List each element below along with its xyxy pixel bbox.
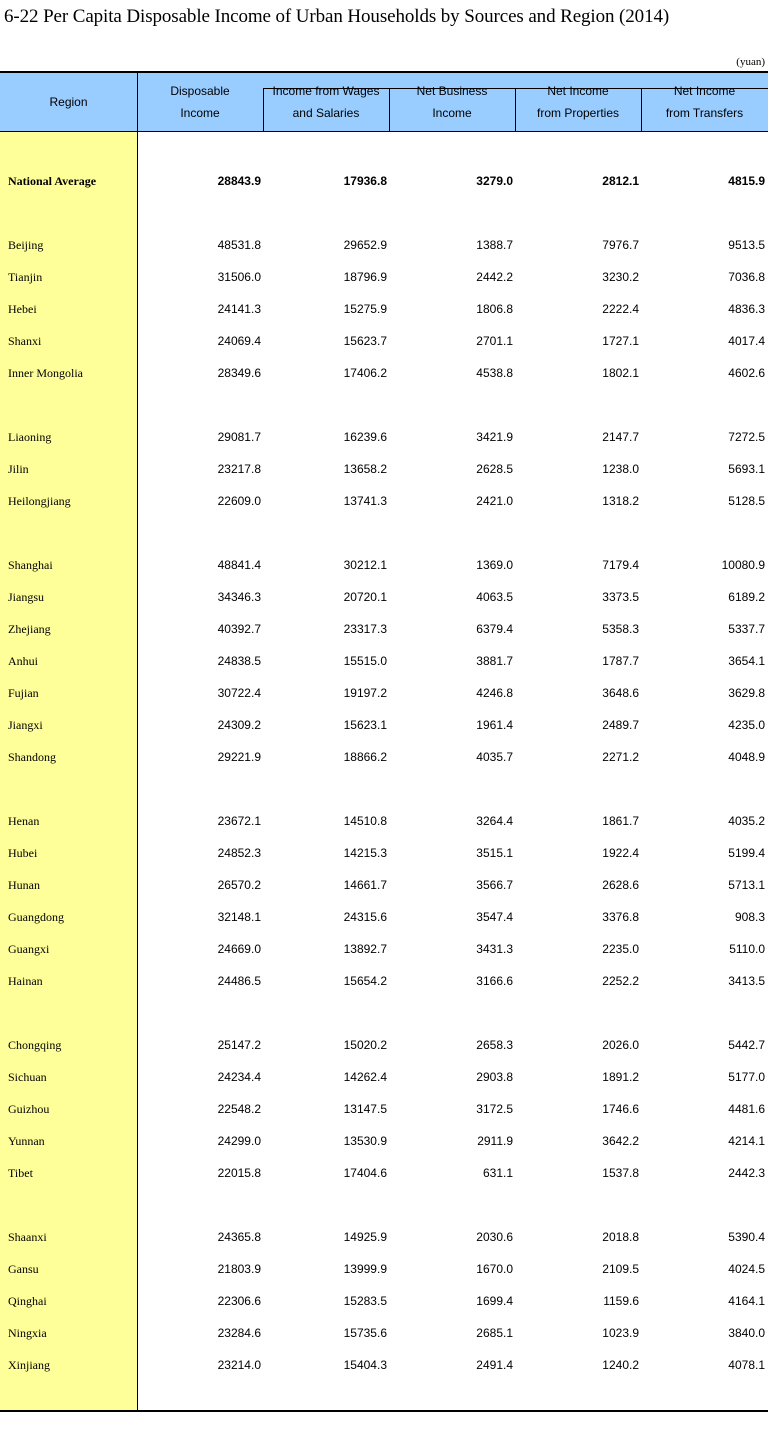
wages-income-cell: 14262.4 (343, 1070, 387, 1084)
disposable-income-cell: 24838.5 (217, 654, 261, 668)
wages-income-cell: 14661.7 (343, 878, 387, 892)
transfer-income-cell: 5199.4 (728, 846, 765, 860)
header-wages-income: Income from Wages and Salaries (272, 84, 380, 120)
wages-income-cell: 13530.9 (343, 1134, 387, 1148)
disposable-income-cell: 40392.7 (217, 622, 261, 636)
transfer-income-cell: 4078.1 (728, 1358, 765, 1372)
property-income-cell: 2109.5 (602, 1262, 639, 1276)
transfer-income-cell: 5110.0 (729, 942, 765, 956)
disposable-income-cell: 48531.8 (217, 238, 261, 252)
disposable-income-cell: 29221.9 (217, 750, 261, 764)
transfer-income-cell: 5128.5 (728, 494, 765, 508)
business-income-cell: 1388.7 (476, 238, 513, 252)
transfer-income-cell: 6189.2 (728, 590, 765, 604)
table-row (0, 1230, 768, 1250)
table-row (0, 846, 768, 866)
property-income-cell: 2271.2 (602, 750, 639, 764)
region-name: Jiangxi (8, 718, 43, 732)
wages-income-cell: 14925.9 (343, 1230, 387, 1244)
region-name: Guangxi (8, 942, 50, 956)
transfer-income-cell: 4836.3 (728, 302, 765, 316)
wages-income-cell: 17936.8 (343, 174, 387, 188)
disposable-income-cell: 24309.2 (217, 718, 261, 732)
table-row (0, 1262, 768, 1282)
business-income-cell: 2421.0 (476, 494, 513, 508)
disposable-income-cell: 29081.7 (217, 430, 261, 444)
business-income-cell: 2658.3 (476, 1038, 513, 1052)
region-name: Heilongjiang (8, 494, 71, 508)
transfer-income-cell: 5177.0 (728, 1070, 765, 1084)
business-income-cell: 3264.4 (476, 814, 513, 828)
disposable-income-cell: 24486.5 (217, 974, 261, 988)
region-name: Hunan (8, 878, 40, 892)
region-name: Gansu (8, 1262, 39, 1276)
region-name: Xinjiang (8, 1358, 50, 1372)
region-name: Ningxia (8, 1326, 47, 1340)
table-row (0, 814, 768, 834)
business-income-cell: 3431.3 (476, 942, 513, 956)
business-income-cell: 3279.0 (476, 174, 513, 188)
transfer-income-cell: 5442.7 (728, 1038, 765, 1052)
wages-income-cell: 15020.2 (343, 1038, 387, 1052)
table-row (0, 974, 768, 994)
wages-income-cell: 13892.7 (343, 942, 387, 956)
region-name: Shaanxi (8, 1230, 47, 1244)
table-row (0, 430, 768, 450)
wages-income-cell: 15275.9 (343, 302, 387, 316)
property-income-cell: 3648.6 (602, 686, 639, 700)
wages-income-cell: 24315.6 (343, 910, 387, 924)
wages-income-cell: 13147.5 (343, 1102, 387, 1116)
business-income-cell: 4035.7 (476, 750, 513, 764)
property-income-cell: 1238.0 (602, 462, 639, 476)
table-row (0, 1102, 768, 1122)
region-name: Tianjin (8, 270, 43, 284)
property-income-cell: 5358.3 (602, 622, 639, 636)
table-row (0, 494, 768, 514)
transfer-income-cell: 4035.2 (728, 814, 765, 828)
wages-income-cell: 18796.9 (343, 270, 387, 284)
business-income-cell: 1806.8 (476, 302, 513, 316)
wages-income-cell: 13999.9 (343, 1262, 387, 1276)
business-income-cell: 2491.4 (476, 1358, 513, 1372)
business-income-cell: 2701.1 (476, 334, 513, 348)
table-row (0, 718, 768, 738)
transfer-income-cell: 2442.3 (728, 1166, 765, 1180)
table-row (0, 750, 768, 770)
business-income-cell: 2903.8 (476, 1070, 513, 1084)
wages-income-cell: 17404.6 (343, 1166, 387, 1180)
table-row (0, 686, 768, 706)
disposable-income-cell: 48841.4 (217, 558, 261, 572)
table-row (0, 1038, 768, 1058)
property-income-cell: 1787.7 (602, 654, 639, 668)
property-income-cell: 3642.2 (602, 1134, 639, 1148)
property-income-cell: 2026.0 (602, 1038, 639, 1052)
header-disposable-income: Disposable Income (170, 84, 230, 120)
wages-income-cell: 16239.6 (343, 430, 387, 444)
region-name: Inner Mongolia (8, 366, 83, 380)
disposable-income-cell: 24069.4 (217, 334, 261, 348)
business-income-cell: 2442.2 (476, 270, 513, 284)
region-name: Hebei (8, 302, 37, 316)
business-income-cell: 1961.4 (476, 718, 513, 732)
wages-income-cell: 15735.6 (343, 1326, 387, 1340)
property-income-cell: 3373.5 (602, 590, 639, 604)
property-income-cell: 1861.7 (602, 814, 639, 828)
transfer-income-cell: 4214.1 (728, 1134, 765, 1148)
property-income-cell: 1746.6 (602, 1102, 639, 1116)
disposable-income-cell: 24234.4 (217, 1070, 261, 1084)
property-income-cell: 2489.7 (602, 718, 639, 732)
disposable-income-cell: 22306.6 (217, 1294, 261, 1308)
region-name: Shanghai (8, 558, 53, 572)
wages-income-cell: 15404.3 (343, 1358, 387, 1372)
transfer-income-cell: 5390.4 (728, 1230, 765, 1244)
property-income-cell: 7976.7 (602, 238, 639, 252)
region-name: Yunnan (8, 1134, 45, 1148)
wages-income-cell: 20720.1 (343, 590, 387, 604)
wages-income-cell: 13658.2 (343, 462, 387, 476)
region-name: Henan (8, 814, 40, 828)
region-name: Hubei (8, 846, 38, 860)
disposable-income-cell: 21803.9 (217, 1262, 261, 1276)
transfer-income-cell: 4164.1 (728, 1294, 765, 1308)
wages-income-cell: 15654.2 (343, 974, 387, 988)
property-income-cell: 1023.9 (602, 1326, 639, 1340)
business-income-cell: 3547.4 (476, 910, 513, 924)
table-row (0, 270, 768, 290)
property-income-cell: 2147.7 (602, 430, 639, 444)
property-income-cell: 1537.8 (602, 1166, 639, 1180)
transfer-income-cell: 4815.9 (728, 174, 765, 188)
wages-income-cell: 14215.3 (343, 846, 387, 860)
transfer-income-cell: 908.3 (734, 910, 765, 924)
region-name: National Average (8, 174, 97, 188)
property-income-cell: 1240.2 (602, 1358, 639, 1372)
business-income-cell: 631.1 (482, 1166, 513, 1180)
business-income-cell: 1670.0 (476, 1262, 513, 1276)
wages-income-cell: 19197.2 (343, 686, 387, 700)
property-income-cell: 2628.6 (602, 878, 639, 892)
unit-label: (yuan) (736, 56, 765, 68)
region-name: Chongqing (8, 1038, 62, 1052)
business-income-cell: 3172.5 (476, 1102, 513, 1116)
table-row (0, 590, 768, 610)
disposable-income-cell: 25147.2 (217, 1038, 261, 1052)
business-income-cell: 1369.0 (476, 558, 513, 572)
header-region: Region (49, 95, 88, 109)
transfer-income-cell: 4017.4 (728, 334, 765, 348)
transfer-income-cell: 3629.8 (728, 686, 765, 700)
transfer-income-cell: 4235.0 (728, 718, 765, 732)
table-row (0, 1166, 768, 1186)
business-income-cell: 4246.8 (476, 686, 513, 700)
wages-income-cell: 15623.7 (343, 334, 387, 348)
business-income-cell: 3421.9 (476, 430, 513, 444)
region-name: Guangdong (8, 910, 64, 924)
transfer-income-cell: 10080.9 (721, 558, 765, 572)
transfer-income-cell: 4481.6 (728, 1102, 765, 1116)
wages-income-cell: 29652.9 (343, 238, 387, 252)
disposable-income-cell: 32148.1 (217, 910, 261, 924)
disposable-income-cell: 23217.8 (217, 462, 261, 476)
disposable-income-cell: 23284.6 (217, 1326, 261, 1340)
transfer-income-cell: 4024.5 (728, 1262, 765, 1276)
income-table (0, 71, 768, 1412)
table-row (0, 558, 768, 578)
property-income-cell: 1159.6 (603, 1294, 639, 1308)
disposable-income-cell: 28843.9 (217, 174, 261, 188)
table-row (0, 462, 768, 482)
wages-income-cell: 14510.8 (343, 814, 387, 828)
transfer-income-cell: 5713.1 (728, 878, 765, 892)
region-name: Tibet (8, 1166, 33, 1180)
business-income-cell: 2030.6 (476, 1230, 513, 1244)
wages-income-cell: 13741.3 (343, 494, 387, 508)
region-name: Shandong (8, 750, 56, 764)
region-name: Liaoning (8, 430, 52, 444)
property-income-cell: 2812.1 (602, 174, 639, 188)
property-income-cell: 1922.4 (602, 846, 639, 860)
property-income-cell: 1891.2 (602, 1070, 639, 1084)
property-income-cell: 2235.0 (602, 942, 639, 956)
business-income-cell: 2628.5 (476, 462, 513, 476)
region-name: Jilin (8, 462, 29, 476)
table-row (0, 366, 768, 386)
page-title: 6-22 Per Capita Disposable Income of Urban Households by Sources and Region (2014) (4, 6, 670, 27)
disposable-income-cell: 26570.2 (217, 878, 261, 892)
disposable-income-cell: 34346.3 (217, 590, 261, 604)
table-header (0, 73, 768, 132)
disposable-income-cell: 23214.0 (217, 1358, 261, 1372)
property-income-cell: 3230.2 (602, 270, 639, 284)
disposable-income-cell: 24141.3 (217, 302, 261, 316)
disposable-income-cell: 24852.3 (217, 846, 261, 860)
property-income-cell: 2018.8 (602, 1230, 639, 1244)
transfer-income-cell: 3413.5 (728, 974, 765, 988)
transfer-income-cell: 9513.5 (728, 238, 765, 252)
region-name: Hainan (8, 974, 43, 988)
transfer-income-cell: 4048.9 (728, 750, 765, 764)
region-name: Anhui (8, 654, 38, 668)
property-income-cell: 3376.8 (602, 910, 639, 924)
business-income-cell: 4538.8 (476, 366, 513, 380)
business-income-cell: 3881.7 (476, 654, 513, 668)
table-row (0, 942, 768, 962)
business-income-cell: 4063.5 (476, 590, 513, 604)
property-income-cell: 7179.4 (602, 558, 639, 572)
table-row (0, 302, 768, 322)
disposable-income-cell: 23672.1 (217, 814, 261, 828)
disposable-income-cell: 24299.0 (217, 1134, 261, 1148)
wages-income-cell: 18866.2 (343, 750, 387, 764)
table-row (0, 1294, 768, 1314)
property-income-cell: 1318.2 (602, 494, 639, 508)
transfer-income-cell: 7272.5 (728, 430, 765, 444)
property-income-cell: 1802.1 (602, 366, 639, 380)
business-income-cell: 2911.9 (477, 1134, 513, 1148)
property-income-cell: 2252.2 (602, 974, 639, 988)
transfer-income-cell: 3654.1 (728, 654, 765, 668)
table-row (0, 1358, 768, 1378)
business-income-cell: 6379.4 (476, 622, 513, 636)
business-income-cell: 2685.1 (476, 1326, 513, 1340)
disposable-income-cell: 30722.4 (217, 686, 261, 700)
wages-income-cell: 30212.1 (343, 558, 387, 572)
wages-income-cell: 17406.2 (343, 366, 387, 380)
business-income-cell: 3166.6 (476, 974, 513, 988)
region-column-background (0, 132, 137, 1410)
wages-income-cell: 23317.3 (343, 622, 387, 636)
disposable-income-cell: 28349.6 (217, 366, 261, 380)
region-name: Fujian (8, 686, 39, 700)
disposable-income-cell: 22548.2 (217, 1102, 261, 1116)
disposable-income-cell: 24365.8 (217, 1230, 261, 1244)
region-name: Guizhou (8, 1102, 50, 1116)
table-row (0, 1070, 768, 1090)
transfer-income-cell: 5693.1 (728, 462, 765, 476)
national-average-row (0, 174, 768, 194)
table-row (0, 238, 768, 258)
region-name: Beijing (8, 238, 44, 252)
transfer-income-cell: 7036.8 (728, 270, 765, 284)
disposable-income-cell: 22609.0 (217, 494, 261, 508)
transfer-income-cell: 5337.7 (728, 622, 765, 636)
business-income-cell: 3515.1 (476, 846, 513, 860)
region-name: Sichuan (8, 1070, 47, 1084)
table-row (0, 654, 768, 674)
region-name: Qinghai (8, 1294, 47, 1308)
header-transfer-income: Net Income from Transfers (665, 84, 744, 120)
business-income-cell: 1699.4 (476, 1294, 513, 1308)
property-income-cell: 1727.1 (602, 334, 639, 348)
region-name: Zhejiang (8, 622, 51, 636)
region-name: Shanxi (8, 334, 42, 348)
table-row (0, 910, 768, 930)
table-row (0, 1326, 768, 1346)
table-row (0, 334, 768, 354)
table-row (0, 878, 768, 898)
disposable-income-cell: 31506.0 (217, 270, 261, 284)
transfer-income-cell: 3840.0 (728, 1326, 765, 1340)
wages-income-cell: 15623.1 (343, 718, 387, 732)
table-row (0, 1134, 768, 1154)
region-name: Jiangsu (8, 590, 44, 604)
business-income-cell: 3566.7 (476, 878, 513, 892)
table-row (0, 622, 768, 642)
wages-income-cell: 15283.5 (343, 1294, 387, 1308)
property-income-cell: 2222.4 (602, 302, 639, 316)
header-business-income: Net Business Income (416, 84, 488, 120)
disposable-income-cell: 22015.8 (217, 1166, 261, 1180)
wages-income-cell: 15515.0 (343, 654, 387, 668)
disposable-income-cell: 24669.0 (217, 942, 261, 956)
transfer-income-cell: 4602.6 (728, 366, 765, 380)
header-property-income: Net Income from Properties (536, 84, 620, 120)
